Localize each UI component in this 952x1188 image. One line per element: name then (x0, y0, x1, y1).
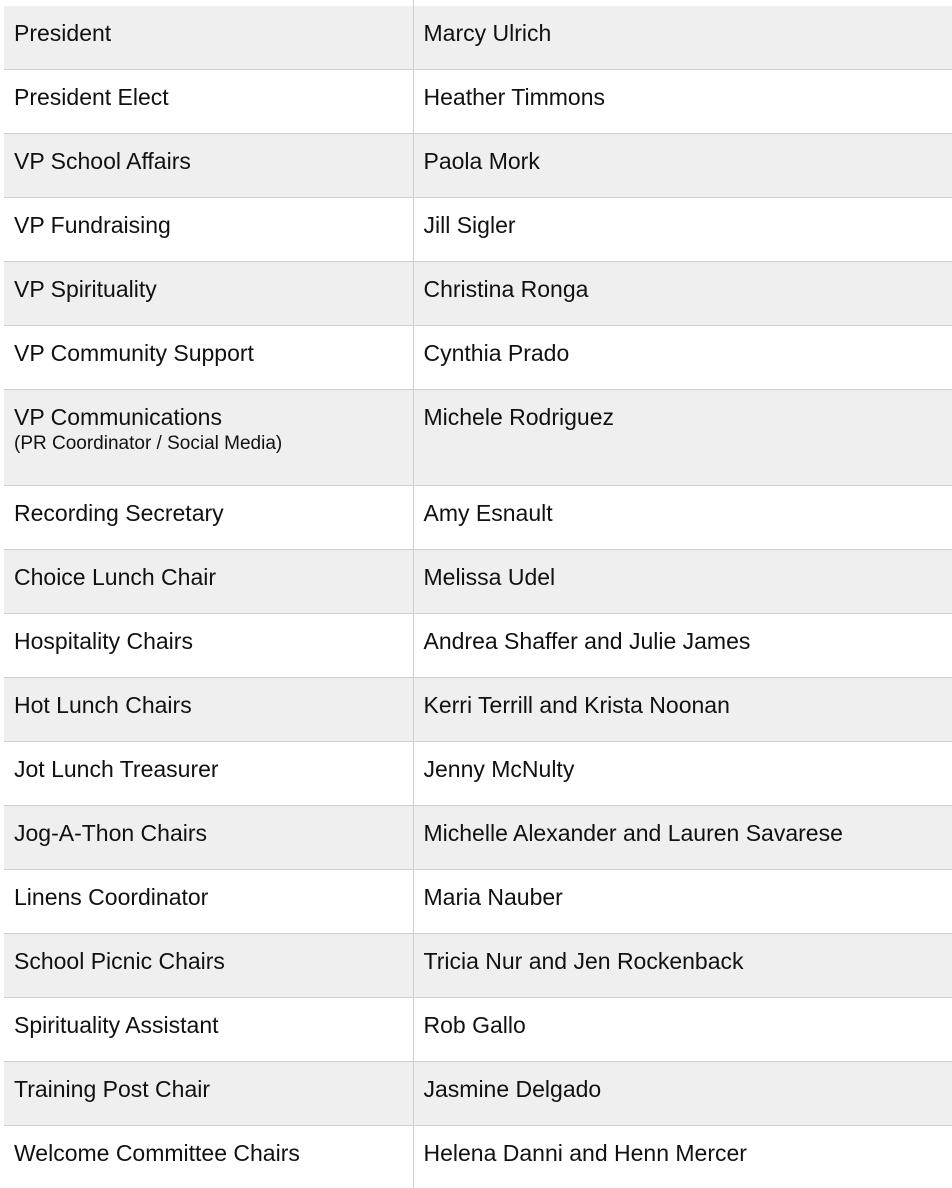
role-cell (4, 486, 413, 550)
table-row (4, 998, 952, 1062)
table-row (4, 550, 952, 614)
role-label: Linens Coordinator (14, 884, 209, 910)
role-label: VP School Affairs (14, 148, 191, 174)
person-name: Michele Rodriguez (423, 404, 614, 430)
person-name: Christina Ronga (423, 276, 589, 302)
person-name: Tricia Nur and Jen Rockenback (423, 948, 744, 974)
name-cell (413, 870, 952, 934)
person-name: Maria Nauber (423, 884, 563, 910)
role-cell (4, 1126, 413, 1188)
person-name: Jasmine Delgado (423, 1076, 602, 1102)
person-name: Cynthia Prado (423, 340, 570, 366)
name-cell (413, 326, 952, 390)
table-row (4, 198, 952, 262)
role-label: President Elect (14, 84, 169, 110)
role-label: VP Community Support (14, 340, 254, 366)
table-row (4, 678, 952, 742)
table-row (4, 870, 952, 934)
role-note: (PR Coordinator / Social Media) (14, 433, 283, 454)
role-label: Choice Lunch Chair (14, 564, 217, 590)
name-cell (413, 198, 952, 262)
role-cell (4, 934, 413, 998)
role-label: Jot Lunch Treasurer (14, 756, 219, 782)
role-cell (4, 870, 413, 934)
role-label: VP Communications (14, 404, 222, 430)
role-cell (4, 998, 413, 1062)
role-label: VP Fundraising (14, 212, 171, 238)
table-row (4, 1062, 952, 1126)
role-label: Spirituality Assistant (14, 1012, 219, 1038)
table-row (4, 262, 952, 326)
officer-roster-table (4, 6, 952, 1188)
role-label: School Picnic Chairs (14, 948, 225, 974)
name-cell (413, 486, 952, 550)
person-name: Amy Esnault (423, 500, 553, 526)
name-cell (413, 934, 952, 998)
role-label: Training Post Chair (14, 1076, 211, 1102)
table-row (4, 6, 952, 70)
role-label: Jog-A-Thon Chairs (14, 820, 208, 846)
table-row (4, 134, 952, 198)
person-name: Helena Danni and Henn Mercer (423, 1140, 747, 1166)
person-name: Michelle Alexander and Lauren Savarese (423, 820, 843, 846)
role-cell (4, 550, 413, 614)
person-name: Melissa Udel (423, 564, 556, 590)
role-cell (4, 1062, 413, 1126)
role-cell (4, 806, 413, 870)
table-row (4, 934, 952, 998)
name-cell (413, 262, 952, 326)
person-name: Jenny McNulty (423, 756, 575, 782)
person-name: Marcy Ulrich (423, 20, 552, 46)
table-row (4, 70, 952, 134)
table-row (4, 806, 952, 870)
role-cell (4, 390, 413, 486)
table-row (4, 742, 952, 806)
name-cell (413, 390, 952, 486)
table-row (4, 614, 952, 678)
name-cell (413, 70, 952, 134)
name-cell (413, 998, 952, 1062)
role-label: Recording Secretary (14, 500, 224, 526)
name-cell (413, 614, 952, 678)
name-cell (413, 134, 952, 198)
role-label: President (14, 20, 112, 46)
role-label: Hot Lunch Chairs (14, 692, 192, 718)
person-name: Rob Gallo (423, 1012, 526, 1038)
table-row (4, 390, 952, 486)
person-name: Paola Mork (423, 148, 540, 174)
role-cell (4, 6, 413, 70)
role-cell (4, 134, 413, 198)
role-label: VP Spirituality (14, 276, 157, 302)
name-cell (413, 742, 952, 806)
role-cell (4, 742, 413, 806)
table-row (4, 486, 952, 550)
name-cell (413, 1126, 952, 1188)
person-name: Andrea Shaffer and Julie James (423, 628, 751, 654)
table-row (4, 1126, 952, 1188)
name-cell (413, 6, 952, 70)
role-cell (4, 70, 413, 134)
person-name: Heather Timmons (423, 84, 606, 110)
person-name: Kerri Terrill and Krista Noonan (423, 692, 730, 718)
person-name: Jill Sigler (423, 212, 516, 238)
name-cell (413, 1062, 952, 1126)
role-cell (4, 198, 413, 262)
name-cell (413, 678, 952, 742)
role-cell (4, 326, 413, 390)
role-cell (4, 262, 413, 326)
name-cell (413, 550, 952, 614)
table-row (4, 326, 952, 390)
role-label: Hospitality Chairs (14, 628, 193, 654)
role-cell (4, 614, 413, 678)
role-label: Welcome Committee Chairs (14, 1140, 300, 1166)
name-cell (413, 806, 952, 870)
role-cell (4, 678, 413, 742)
